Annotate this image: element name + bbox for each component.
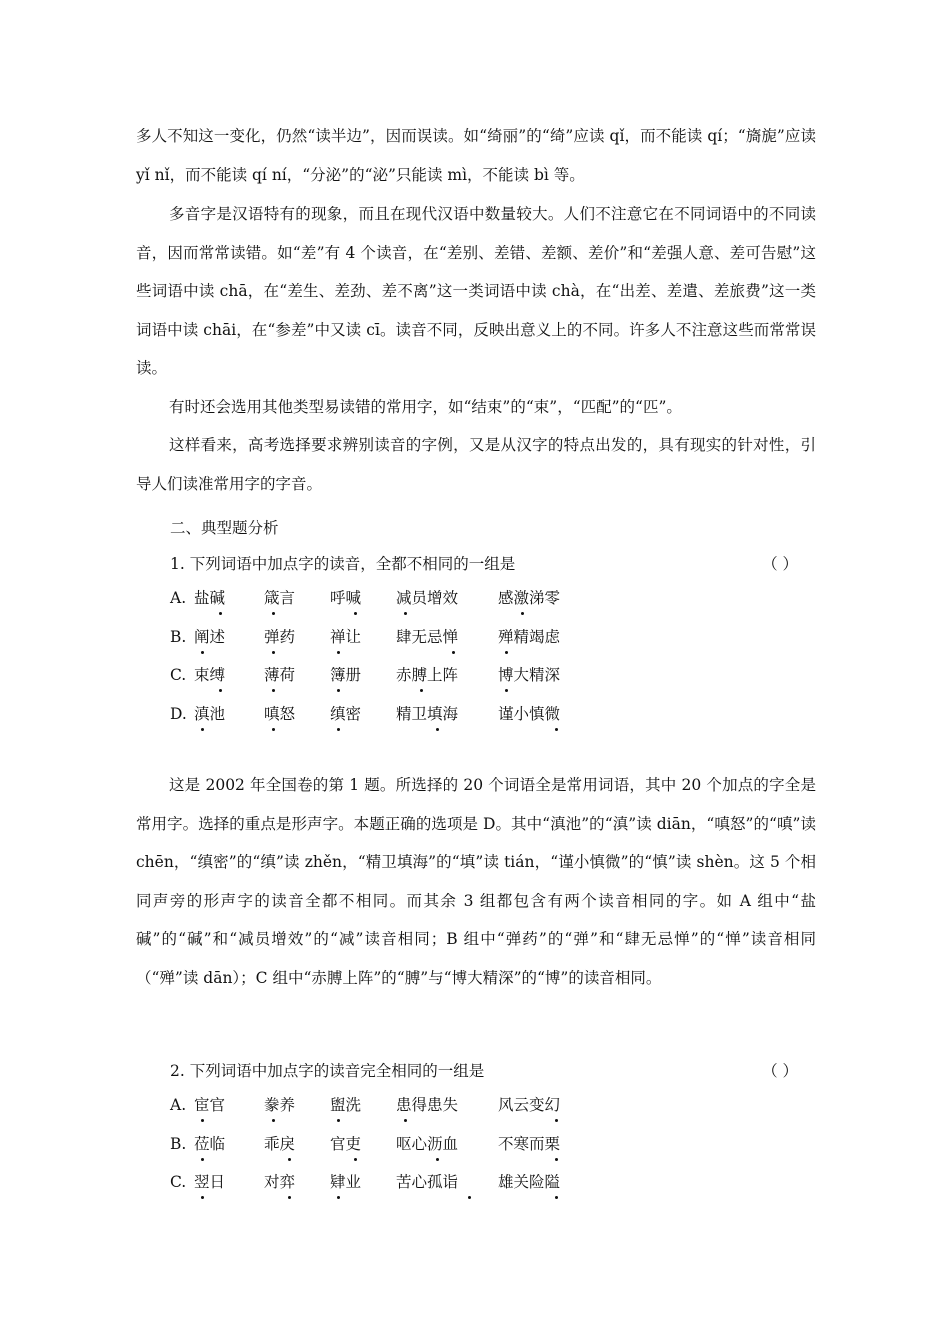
emphasis-dot: [337, 1196, 340, 1199]
option-label: B.: [170, 1135, 187, 1153]
option-word: 束缚: [194, 666, 226, 684]
option-word: 肆无忌惮: [396, 628, 459, 646]
emphasis-dot: [337, 651, 340, 654]
emphasis-dot: [404, 1119, 407, 1122]
option-word: 盐碱: [194, 589, 226, 607]
option-word: 禅让: [330, 628, 362, 646]
question-2-option-c: [170, 1170, 790, 1194]
option-label: C.: [170, 1173, 187, 1191]
emphasis-dot: [201, 1119, 204, 1122]
option-word: 莅临: [194, 1135, 226, 1153]
option-word: 盥洗: [330, 1096, 362, 1114]
option-word: 减员增效: [396, 589, 459, 607]
option-word: 弹药: [264, 628, 296, 646]
option-word: 呼喊: [330, 589, 362, 607]
option-word: 豢养: [264, 1096, 296, 1114]
option-word: 苦心孤诣: [396, 1173, 459, 1191]
question-1-text: 1. 下列词语中加点字的读音，全都不相同的一组是: [170, 555, 516, 573]
paragraph-conclusion: 这样看来，高考选择要求辨别读音的字例，又是从汉字的特点出发的，具有现实的针对性，引导人们读准常用字的字音。: [136, 436, 816, 493]
option-word: 缜密: [330, 705, 362, 723]
option-label: B.: [170, 628, 187, 646]
emphasis-dot: [201, 728, 204, 731]
emphasis-dot: [354, 612, 357, 615]
emphasis-dot: [452, 651, 455, 654]
option-label: A.: [170, 1096, 187, 1114]
emphasis-dot: [420, 689, 423, 692]
emphasis-dot: [219, 612, 222, 615]
option-word: 箴言: [264, 589, 296, 607]
emphasis-dot: [521, 612, 524, 615]
emphasis-dot: [436, 728, 439, 731]
option-word: 谨小慎微: [498, 705, 561, 723]
option-word: 阐述: [194, 628, 226, 646]
emphasis-dot: [272, 612, 275, 615]
paragraph-other-types: 有时还会选用其他类型易读错的常用字，如“结束”的“束”，“匹配”的“匹”。: [169, 398, 682, 416]
question-2-text: 2. 下列词语中加点字的读音完全相同的一组是: [170, 1062, 485, 1080]
option-word: 风云变幻: [498, 1096, 561, 1114]
question-1-option-d: [170, 702, 790, 726]
question-2-stem: [170, 1060, 816, 1082]
answer-paren: （ ）: [762, 555, 798, 573]
option-word: 精卫填海: [396, 705, 459, 723]
paragraph-polyphonic: 多音字是汉语特有的现象，而且在现代汉语中数量较大。人们不注意它在不同词语中的不同读音，因而常常读错。如“差”有 4 个读音，在“差别、差错、差额、差价”和“差强人意、差可告慰”这些词语中读 chā，在“差生、差劲、差不离”这一类词语中读 chà，在“出差、差遣、差旅费”这一类词语中读 chāi，在“参差”中又读 cī。读音不同，反映出意义上的不同。许多人不注意这些而常常误读。: [136, 205, 816, 377]
emphasis-dot: [272, 651, 275, 654]
emphasis-dot: [201, 1196, 204, 1199]
option-word: 薄荷: [264, 666, 296, 684]
option-word: 对弈: [264, 1173, 296, 1191]
option-word: 乖戾: [264, 1135, 296, 1153]
question-2-option-b: [170, 1132, 790, 1156]
option-word: 赤膊上阵: [396, 666, 459, 684]
option-word: 雄关险隘: [498, 1173, 561, 1191]
emphasis-dot: [468, 1196, 471, 1199]
emphasis-dot: [272, 728, 275, 731]
option-word: 博大精深: [498, 666, 561, 684]
emphasis-dot: [272, 1119, 275, 1122]
emphasis-dot: [555, 1119, 558, 1122]
option-word: 宦官: [194, 1096, 226, 1114]
emphasis-dot: [505, 689, 508, 692]
option-label: A.: [170, 589, 187, 607]
emphasis-dot: [337, 728, 340, 731]
emphasis-dot: [288, 1158, 291, 1161]
section-heading: 二、典型题分析: [170, 519, 279, 537]
option-word: 肄业: [330, 1173, 362, 1191]
option-label: C.: [170, 666, 187, 684]
option-word: 感激涕零: [498, 589, 561, 607]
emphasis-dot: [436, 1158, 439, 1161]
emphasis-dot: [288, 1196, 291, 1199]
option-word: 不寒而栗: [498, 1135, 561, 1153]
emphasis-dot: [337, 1119, 340, 1122]
question-2-option-a: [170, 1093, 790, 1117]
emphasis-dot: [201, 1158, 204, 1161]
emphasis-dot: [555, 1196, 558, 1199]
paragraph-analysis: 这是 2002 年全国卷的第 1 题。所选择的 20 个词语全是常用词语，其中 20 个加点的字全是常用字。选择的重点是形声字。本题正确的选项是 D。其中“滇池”的“滇”读 diān，“嗔怒”的“嗔”读 chēn，“缜密”的“缜”读 zhěn，“精卫填海”的“填”读 tián，“谨小慎微”的“慎”读 shèn。这 5 个相同声旁的形声字的读音全都不相同。而其余 3 组都包含有两个读音相同的字。如 A 组中“盐碱”的“碱”和“减员增效”的“减”读音相同；B 组中“弹药”的“弹”和“肆无忌惮”的“惮”读音相同（“殚”读 dān）；C 组中“赤膊上阵”的“膊”与“博大精深”的“博”的读音相同。: [136, 776, 816, 987]
emphasis-dot: [404, 612, 407, 615]
question-1-option-c: [170, 663, 790, 687]
option-word: 簿册: [330, 666, 362, 684]
option-word: 滇池: [194, 705, 226, 723]
emphasis-dot: [505, 651, 508, 654]
emphasis-dot: [354, 1158, 357, 1161]
option-word: 翌日: [194, 1173, 226, 1191]
emphasis-dot: [337, 689, 340, 692]
emphasis-dot: [272, 689, 275, 692]
emphasis-dot: [201, 651, 204, 654]
paragraph-intro: 多人不知这一变化，仍然“读半边”，因而误读。如“绮丽”的“绮”应读 qǐ，而不能读 qí；“旖旎”应读 yǐ nǐ，而不能读 qí ní，“分泌”的“泌”只能读 mì，不能读 bì 等。: [136, 127, 816, 184]
option-word: 患得患失: [396, 1096, 459, 1114]
option-label: D.: [170, 705, 187, 723]
option-word: 呕心沥血: [396, 1135, 459, 1153]
option-word: 嗔怒: [264, 705, 296, 723]
answer-paren: （ ）: [762, 1062, 798, 1080]
option-word: 官吏: [330, 1135, 362, 1153]
emphasis-dot: [555, 1158, 558, 1161]
emphasis-dot: [555, 728, 558, 731]
question-1-stem: [170, 553, 816, 575]
emphasis-dot: [219, 689, 222, 692]
question-1-option-a: [170, 586, 790, 610]
option-word: 殚精竭虑: [498, 628, 561, 646]
question-1-option-b: [170, 625, 790, 649]
